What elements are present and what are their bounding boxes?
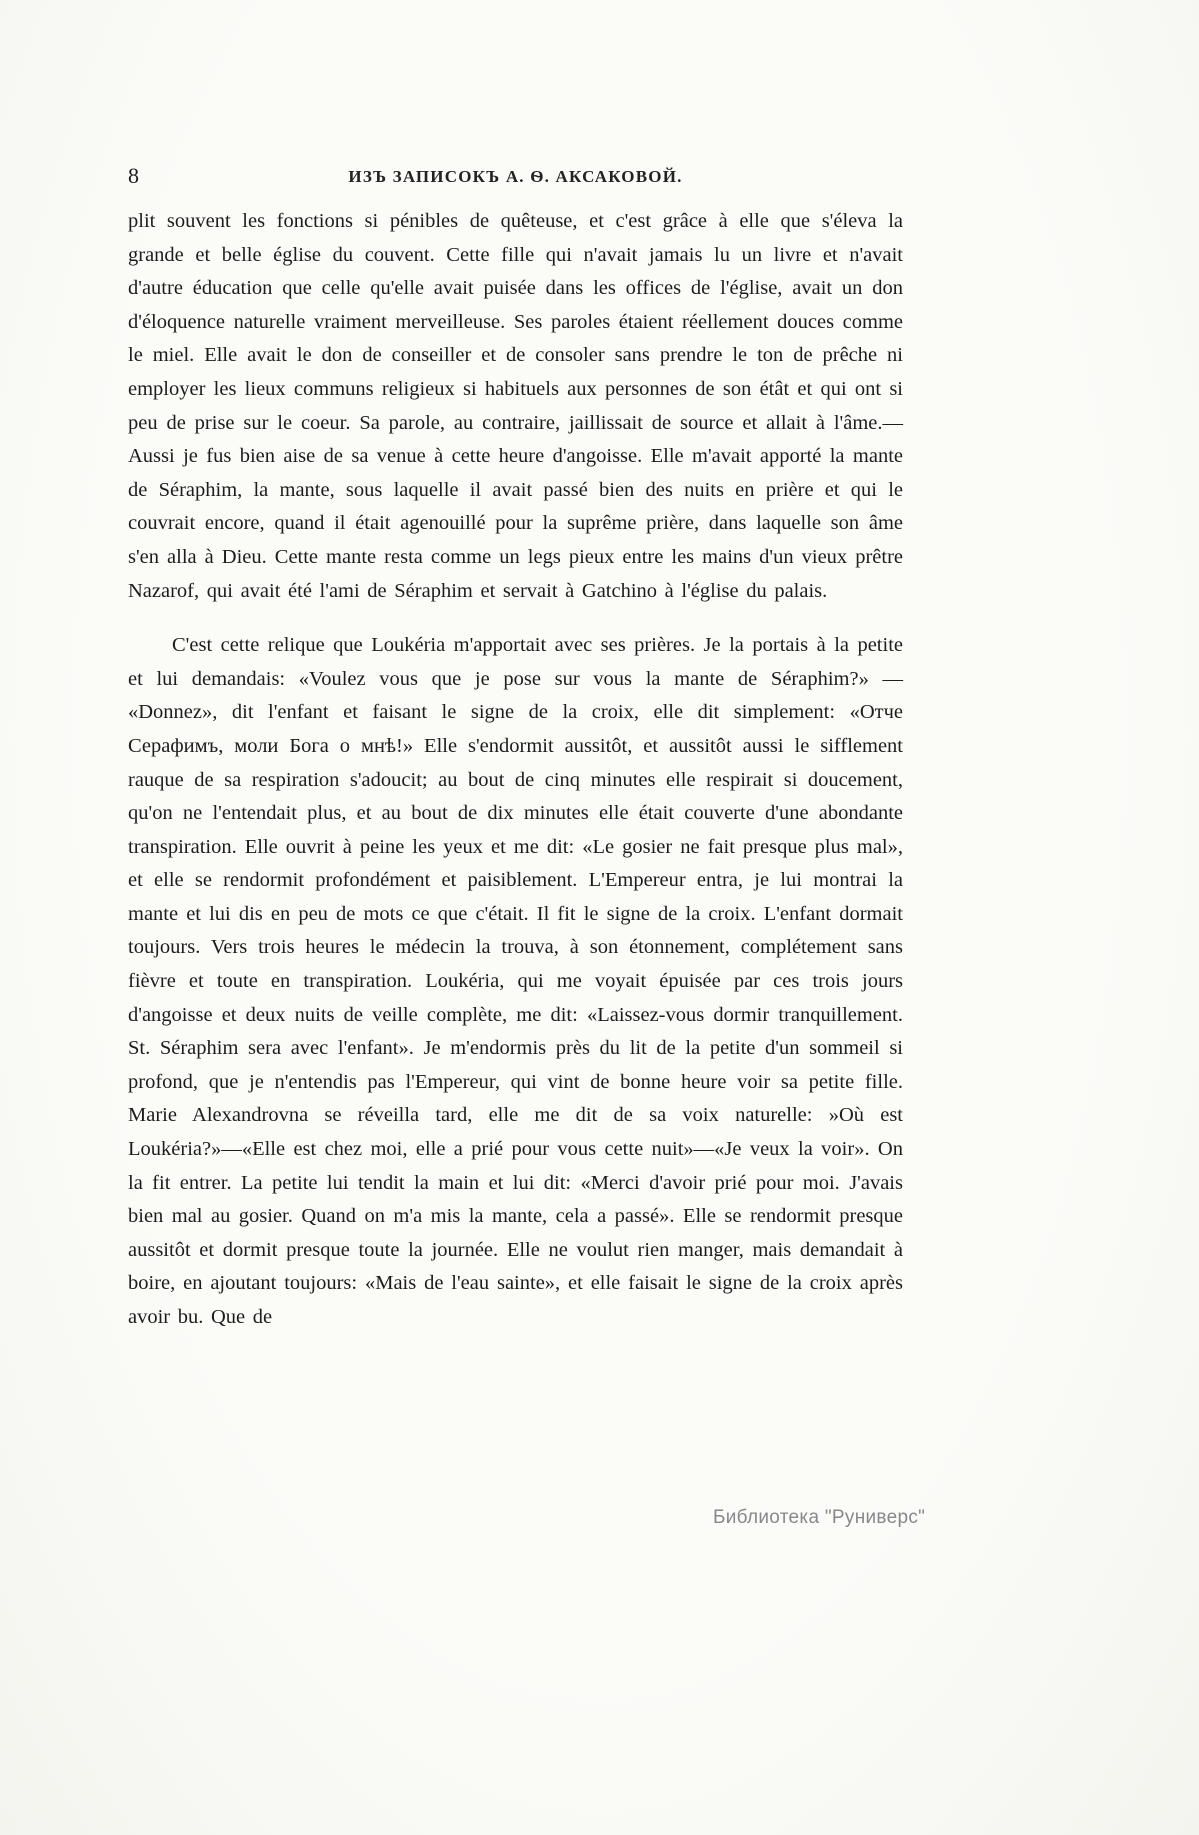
library-watermark: Библиотека "Руниверс" [713, 1507, 926, 1528]
page-body [128, 205, 903, 1335]
page-number: 8 [128, 163, 140, 188]
running-title: ИЗЪ ЗАПИСОКЪ А. Ѳ. АКСАКОВОЙ. [348, 167, 683, 186]
paragraph: C'est cette relique que Loukéria m'apportait avec ses prières. Je la portais à la petite et lui demandais: «Voulez vous que je pose sur vous la mante de Séraphim?» — «Donnez», dit l'enfant et faisant le signe de la croix, elle dit simplement: «Отче Серафимъ, моли Бога о мнѣ!» Elle s'endormit aussitôt, et aussitôt aussi le sifflement rauque de sa respiration s'adoucit; au bout de cinq minutes elle respirait si doucement, qu'on ne l'entendait plus, et au bout de dix minutes elle était couverte d'une abondante transpiration. Elle ouvrit à peine les yeux et me dit: «Le gosier ne fait presque plus mal», et elle se rendormit profondément et paisiblement. L'Empereur entra, je lui montrai la mante et lui dis en peu de mots ce que c'était. Il fit le signe de la croix. L'enfant dormait toujours. Vers trois heures le médecin la trouva, à son étonnement, complétement sans fièvre et toute en transpiration. Loukéria, qui me voyait épuisée par ces trois jours d'angoisse et deux nuits de veille complète, me dit: «Laissez-vous dormir tranquillement. St. Séraphim sera avec l'enfant». Je m'endormis près du lit de la petite d'un sommeil si profond, que je n'entendis pas l'Empereur, qui vint de bonne heure voir sa petite fille. Marie Alexandrovna se réveilla tard, elle me dit de sa voix naturelle: »Où est Loukéria?»—«Elle est chez moi, elle a prié pour vous cette nuit»—«Je veux la voir». On la fit entrer. La petite lui tendit la main et lui dit: «Merci d'avoir prié pour moi. J'avais bien mal au gosier. Quand on m'a mis la mante, cela a passé». Elle se rendormit presque aussitôt et dormit presque toute la journée. Elle ne voulut rien manger, mais demandait à boire, en ajoutant toujours: «Mais de l'eau sainte», et elle faisait le signe de la croix après avoir bu. Que de [128, 634, 903, 1328]
page-header [128, 163, 903, 193]
paragraph-continuation: plit souvent les fonctions si pénibles de quêteuse, et c'est grâce à elle que s'éleva la grande et belle église du couvent. Cette fille qui n'avait jamais lu un livre et n'avait d'autre éducation que celle qu'elle avait puisée dans les offices de l'église, avait un don d'éloquence naturelle vraiment merveilleuse. Ses paroles étaient réellement douces comme le miel. Elle avait le don de conseiller et de consoler sans prendre le ton de prêche ni employer les lieux communs religieux si habituels aux personnes de son étât et qui ont si peu de prise sur le coeur. Sa parole, au contraire, jaillissait de source et allait à l'âme.—Aussi je fus bien aise de sa venue à cette heure d'angoisse. Elle m'avait apporté la mante de Séraphim, la mante, sous laquelle il avait passé bien des nuits en prière et qui le couvrait encore, quand il était agenouillé pour la suprême prière, dans laquelle son âme s'en alla à Dieu. Cette mante resta comme un legs pieux entre les mains d'un vieux prêtre Nazarof, qui avait été l'ami de Séraphim et servait à Gatchino à l'église du palais. [128, 210, 903, 602]
